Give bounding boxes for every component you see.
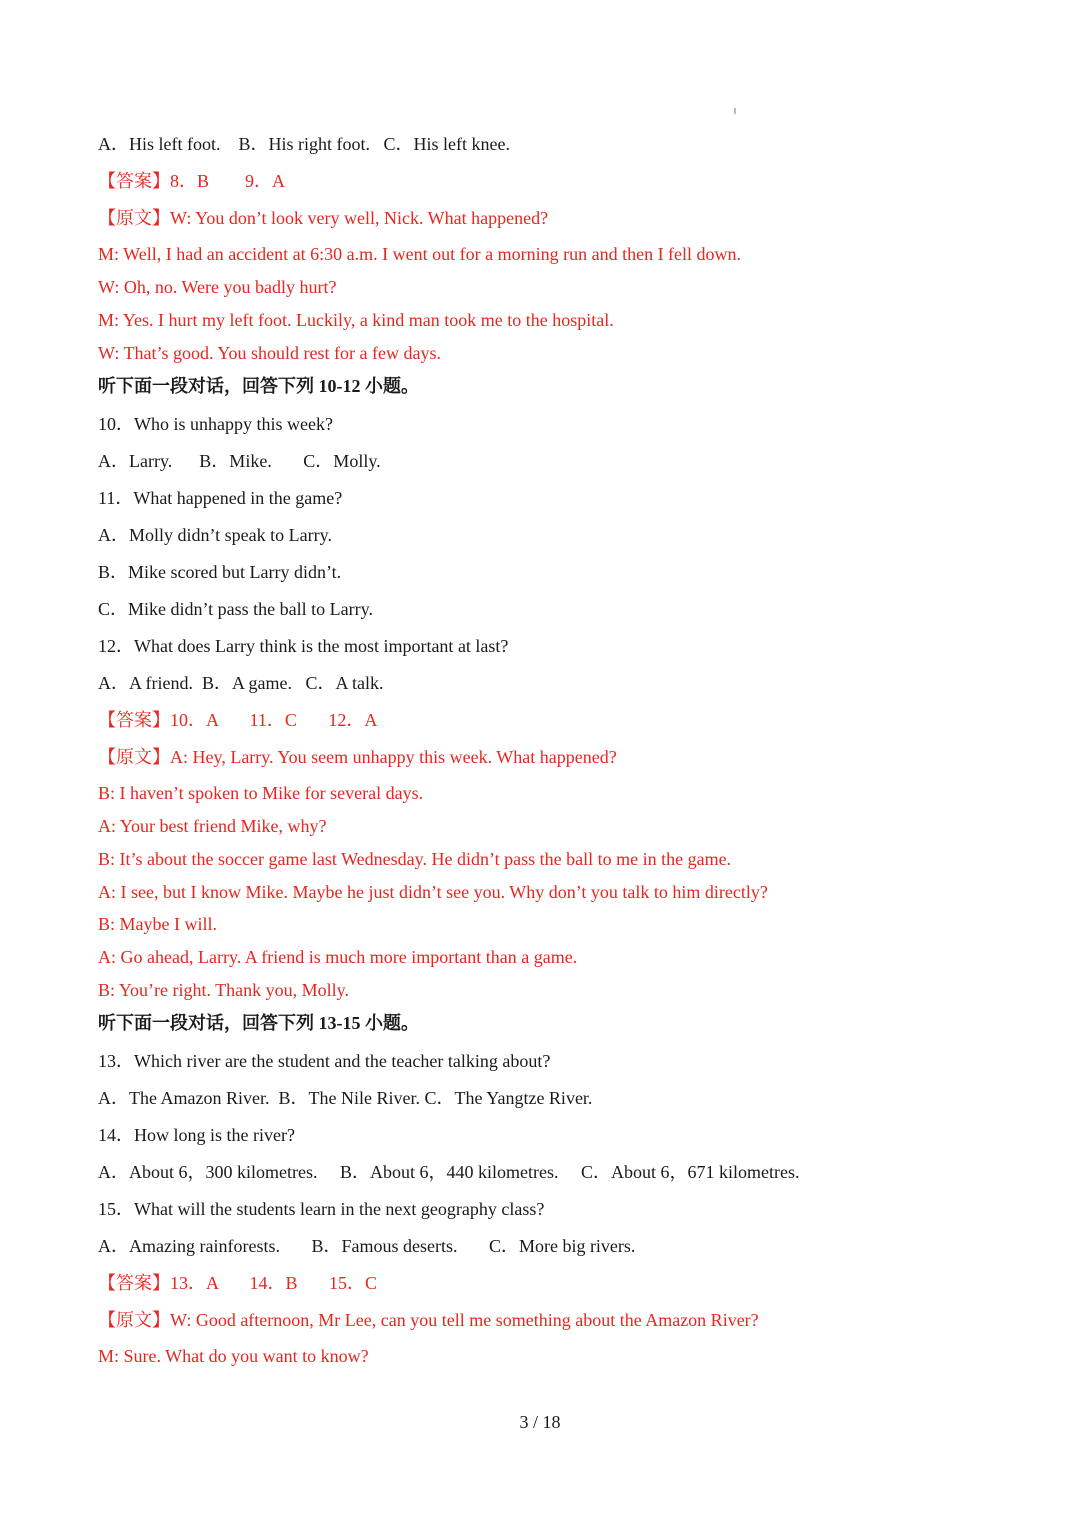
transcript-line: A: Your best friend Mike, why? [98, 816, 327, 836]
question-11-option-c: C．Mike didn’t pass the ball to Larry. [98, 599, 373, 619]
transcript-line: B: It’s about the soccer game last Wednesday. He didn’t pass the ball to me in the game. [98, 849, 732, 869]
section-heading-10-12: 听下面一段对话，回答下列 10-12 小题。 [98, 376, 419, 396]
page-number: 3 / 18 [519, 1412, 561, 1432]
transcript-line: 【原文】A: Hey, Larry. You seem unhappy this week. What happened? [98, 747, 617, 767]
transcript-line: A: I see, but I know Mike. Maybe he just didn’t see you. Why don’t you talk to him directly? [98, 882, 768, 902]
question-15: 15．What will the students learn in the next geography class? [98, 1199, 545, 1219]
transcript-line: A: Go ahead, Larry. A friend is much more important than a game. [98, 947, 578, 967]
transcript-line: M: Well, I had an accident at 6:30 a.m. I went out for a morning run and then I fell down. [98, 244, 742, 264]
question-11-option-a: A．Molly didn’t speak to Larry. [98, 525, 332, 545]
question-12: 12．What does Larry think is the most important at last? [98, 636, 509, 656]
scan-mark [734, 108, 736, 114]
question-14: 14．How long is the river? [98, 1125, 295, 1145]
transcript-line: M: Sure. What do you want to know? [98, 1346, 369, 1366]
question-12-options: A．A friend. B．A game. C．A talk. [98, 673, 384, 693]
question-9-options: A．His left foot. B．His right foot. C．His left knee. [98, 134, 510, 154]
question-11: 11．What happened in the game? [98, 488, 343, 508]
answer-13-15: 【答案】13．A 14．B 15．C [98, 1273, 378, 1293]
transcript-line: 【原文】W: You don’t look very well, Nick. What happened? [98, 208, 549, 228]
question-10-options: A．Larry. B．Mike. C．Molly. [98, 451, 381, 471]
transcript-line: 【原文】W: Good afternoon, Mr Lee, can you tell me something about the Amazon River? [98, 1310, 759, 1330]
question-11-option-b: B．Mike scored but Larry didn’t. [98, 562, 342, 582]
transcript-line: W: Oh, no. Were you badly hurt? [98, 277, 337, 297]
question-13: 13．Which river are the student and the teacher talking about? [98, 1051, 551, 1071]
answer-8-9: 【答案】8．B 9．A [98, 171, 286, 191]
transcript-line: M: Yes. I hurt my left foot. Luckily, a kind man took me to the hospital. [98, 310, 614, 330]
transcript-line: B: Maybe I will. [98, 914, 217, 934]
question-10: 10．Who is unhappy this week? [98, 414, 333, 434]
transcript-line: B: You’re right. Thank you, Molly. [98, 980, 350, 1000]
question-13-options: A．The Amazon River. B．The Nile River. C．The Yangtze River. [98, 1088, 593, 1108]
answer-10-12: 【答案】10．A 11．C 12．A [98, 710, 378, 730]
transcript-line: W: That’s good. You should rest for a few days. [98, 343, 441, 363]
transcript-line: B: I haven’t spoken to Mike for several days. [98, 783, 424, 803]
question-15-options: A．Amazing rainforests. B．Famous deserts. C．More big rivers. [98, 1236, 636, 1256]
section-heading-13-15: 听下面一段对话，回答下列 13-15 小题。 [98, 1013, 419, 1033]
question-14-options: A．About 6，300 kilometres. B．About 6，440 kilometres. C．About 6，671 kilometres. [98, 1162, 800, 1182]
